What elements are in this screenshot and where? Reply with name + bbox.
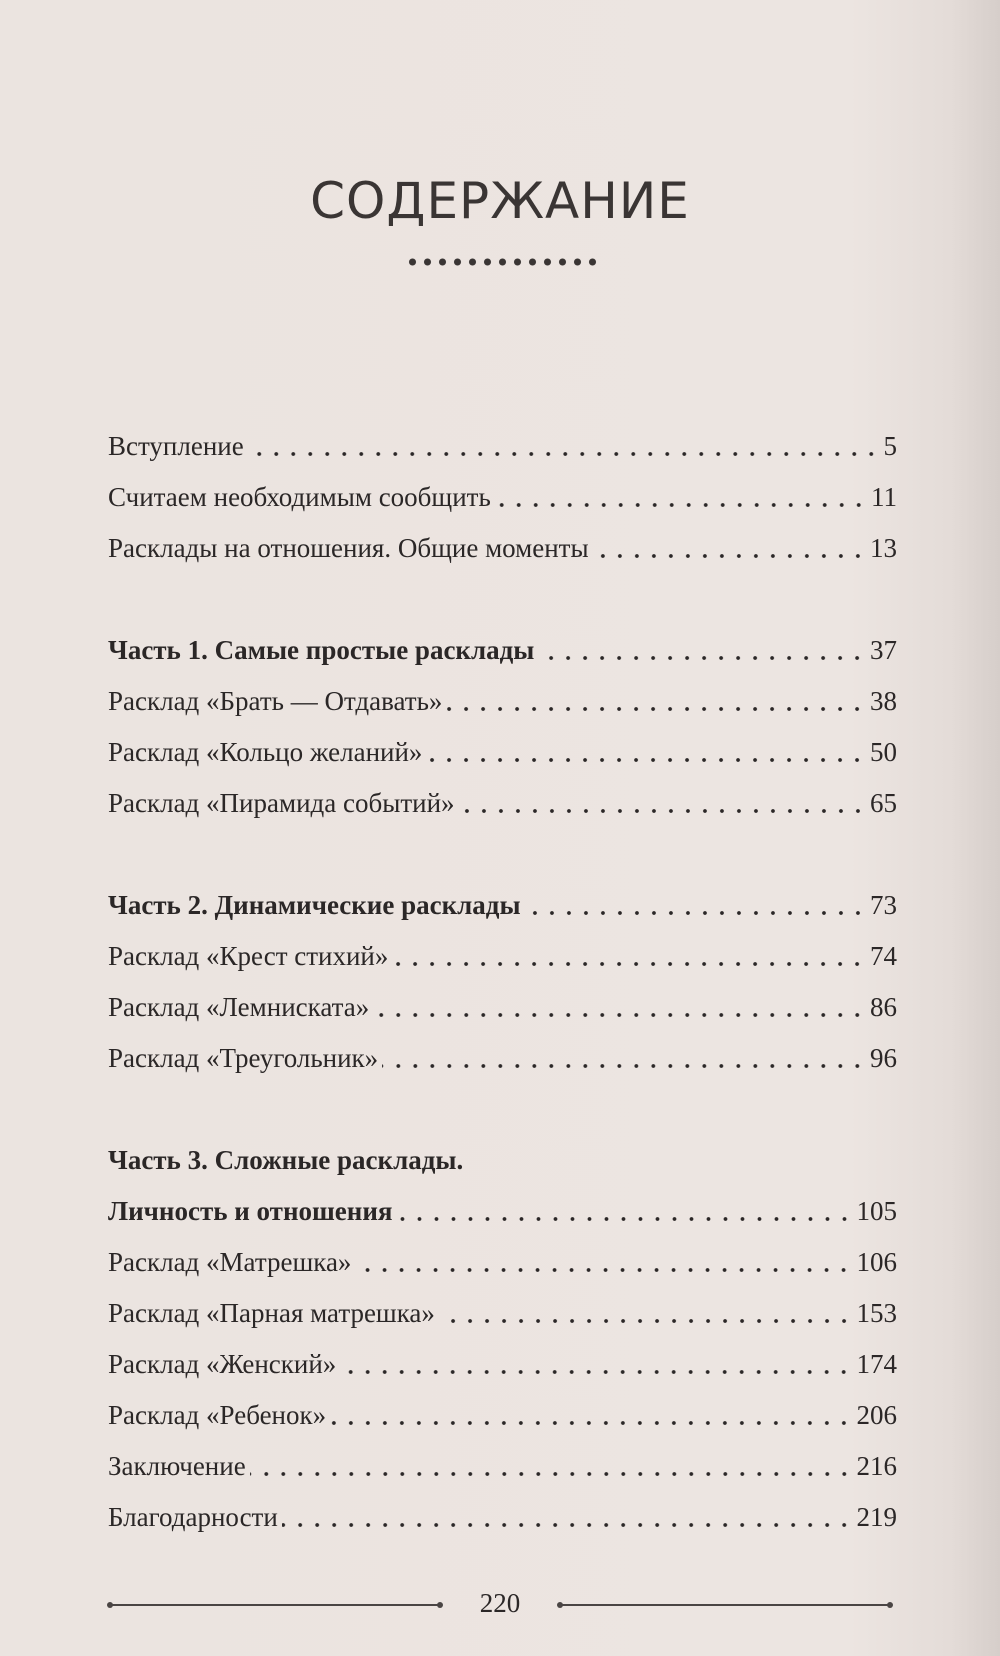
toc-entry-title: Вступление [108, 431, 244, 461]
toc-entry-page: 65 [870, 788, 897, 818]
toc-entry-title: Часть 3. Сложные расклады. [108, 1145, 464, 1175]
toc-entry [108, 1339, 897, 1390]
toc-entry [108, 472, 897, 523]
table-of-contents [108, 421, 897, 1543]
group-spacer [108, 574, 897, 625]
toc-entry-page: 38 [870, 686, 897, 716]
dot-leader [282, 1522, 853, 1528]
dot-leader [392, 961, 866, 967]
dot-leader [355, 1267, 852, 1273]
toc-entry-page: 13 [870, 533, 897, 563]
toc-entry-title: Расклад «Матрешка» [108, 1247, 352, 1277]
toc-entry-title: Расклад «Пирамида событий» [108, 788, 455, 818]
group-spacer [108, 1084, 897, 1135]
toc-entry-page: 216 [856, 1451, 897, 1481]
toc-entry [108, 1390, 897, 1441]
toc-entry-page: 96 [870, 1043, 897, 1073]
toc-entry-title: Часть 1. Самые простые расклады [108, 635, 535, 665]
toc-entry [108, 1492, 897, 1543]
toc-entry-title: Считаем необходимым сообщить [108, 482, 491, 512]
toc-entry [108, 1237, 897, 1288]
toc-entry-page: 86 [870, 992, 897, 1022]
toc-entry [108, 727, 897, 778]
group-spacer [108, 829, 897, 880]
toc-entry [108, 1186, 897, 1237]
toc-entry-title: Расклад «Лемниската» [108, 992, 370, 1022]
toc-entry-title: Расклад «Ребенок» [108, 1400, 327, 1430]
toc-entry-page: 37 [870, 635, 897, 665]
page-footer [0, 1590, 1000, 1620]
toc-entry-page: 174 [856, 1349, 897, 1379]
toc-entry [108, 625, 897, 676]
toc-entry [108, 1441, 897, 1492]
dot-leader [248, 451, 880, 457]
dot-leader [330, 1420, 852, 1426]
toc-entry [108, 778, 897, 829]
footer-rule-right [560, 1604, 890, 1606]
toc-entry [108, 676, 897, 727]
toc-entry [108, 880, 897, 931]
toc-entry-page: 73 [870, 890, 897, 920]
dot-leader [439, 1318, 853, 1324]
toc-entry-title: Расклад «Парная матрешка» [108, 1298, 435, 1328]
dot-leader [340, 1369, 852, 1375]
dot-leader [446, 706, 866, 712]
toc-entry-title: Благодарности [108, 1502, 278, 1532]
page-number: 220 [479, 1588, 521, 1618]
toc-entry [108, 931, 897, 982]
dot-leader [397, 1216, 853, 1222]
dot-leader [373, 1012, 866, 1018]
toc-entry-title: Личность и отношения [108, 1196, 393, 1226]
toc-entry-page: 105 [856, 1196, 897, 1226]
page-title: СОДЕРЖАНИЕ [310, 172, 690, 230]
toc-entry-page: 74 [870, 941, 897, 971]
toc-entry-page: 50 [870, 737, 897, 767]
toc-entry-title: Заключение [108, 1451, 246, 1481]
dot-leader [538, 655, 866, 661]
dot-leader [382, 1063, 866, 1069]
dot-leader [250, 1471, 853, 1477]
toc-entry [108, 1288, 897, 1339]
toc-entry-title: Расклад «Кольцо желаний» [108, 737, 423, 767]
toc-entry [108, 1135, 897, 1186]
title-dot-ornament [405, 257, 601, 267]
toc-entry-title: Расклады на отношения. Общие моменты [108, 533, 589, 563]
dot-leader [593, 553, 866, 559]
toc-entry-title: Расклад «Брать — Отдавать» [108, 686, 443, 716]
dot-leader [525, 910, 866, 916]
toc-entry-page: 106 [856, 1247, 897, 1277]
toc-entry [108, 982, 897, 1033]
toc-entry-title: Расклад «Треугольник» [108, 1043, 379, 1073]
toc-entry-page: 219 [856, 1502, 897, 1532]
toc-entry-title: Расклад «Крест стихий» [108, 941, 389, 971]
toc-entry-page: 206 [856, 1400, 897, 1430]
toc-entry-page: 153 [856, 1298, 897, 1328]
toc-entry-page: 5 [883, 431, 897, 461]
toc-entry-title: Расклад «Женский» [108, 1349, 337, 1379]
toc-entry [108, 1033, 897, 1084]
dot-leader [495, 502, 867, 508]
toc-entry-page: 11 [871, 482, 897, 512]
dot-leader [459, 808, 866, 814]
toc-entry [108, 421, 897, 472]
dot-leader [426, 757, 866, 763]
toc-entry [108, 523, 897, 574]
toc-entry-title: Часть 2. Динамические расклады [108, 890, 521, 920]
